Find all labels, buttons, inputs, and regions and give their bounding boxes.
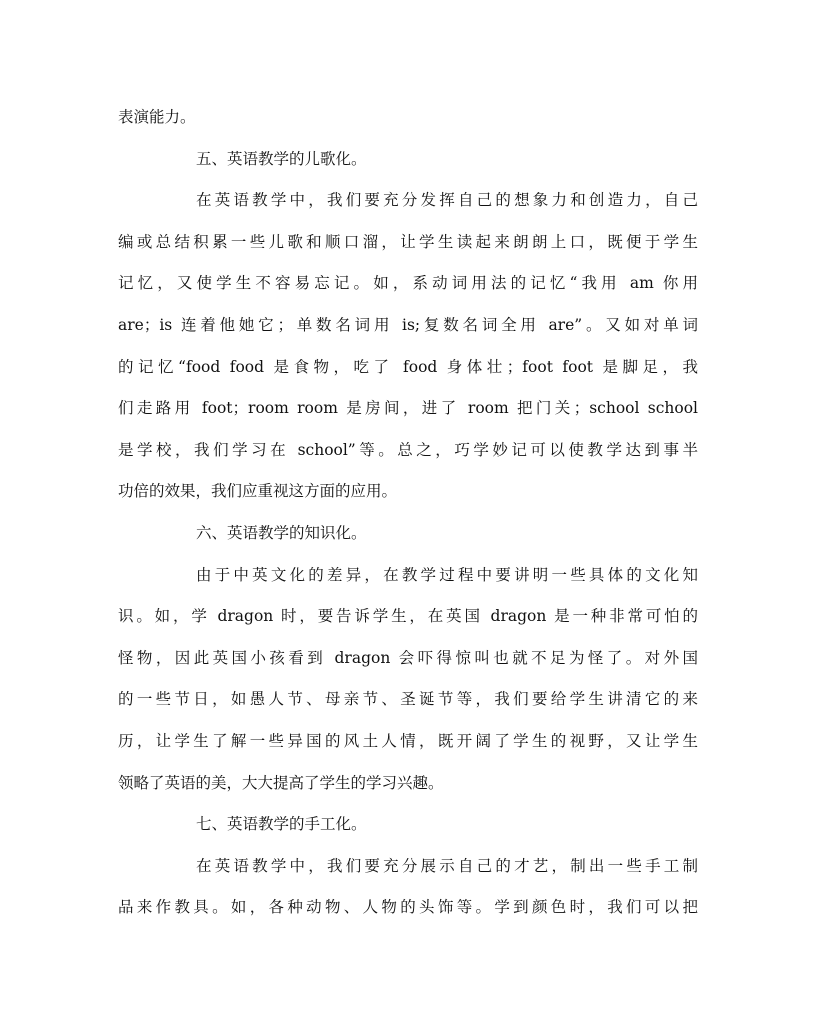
line-14: 怪物，因此英国小孩看到 dragon 会吓得惊叫也就不足为怪了。对外国 bbox=[118, 648, 698, 667]
line-8: 们走路用 foot；room room 是房间，进了 room 把门关；school school bbox=[118, 399, 698, 418]
line-13: 识。如，学 dragon 时，要告诉学生，在英国 dragon 是一种非常可怕的 bbox=[118, 607, 698, 626]
heading-6: 六、英语教学的知识化。 bbox=[196, 523, 367, 542]
line-1: 表演能力。 bbox=[118, 108, 196, 126]
line-5: 记忆，又使学生不容易忘记。如，系动词用法的记忆“我用 am 你用 bbox=[118, 274, 698, 293]
line-20: 品来作教具。如，各种动物、人物的头饰等。学到颜色时，我们可以把 bbox=[118, 898, 698, 917]
line-6: are；is 连着他她它；单数名词用 is;复数名词全用 are”。又如对单词 bbox=[118, 315, 698, 334]
line-9: 是学校，我们学习在 school”等。总之，巧学妙记可以使教学达到事半 bbox=[118, 440, 698, 459]
heading-7: 七、英语教学的手工化。 bbox=[196, 815, 367, 834]
line-12: 由于中英文化的差异，在教学过程中要讲明一些具体的文化知 bbox=[196, 565, 698, 584]
line-19: 在英语教学中，我们要充分展示自己的才艺，制出一些手工制 bbox=[196, 856, 698, 875]
line-3: 在英语教学中，我们要充分发挥自己的想象力和创造力，自己 bbox=[196, 191, 698, 210]
line-16: 历，让学生了解一些异国的风土人情，既开阔了学生的视野，又让学生 bbox=[118, 731, 698, 750]
line-10: 功倍的效果，我们应重视这方面的应用。 bbox=[118, 482, 398, 501]
line-7: 的记忆“food food 是食物，吃了 food 身体壮；foot foot 是脚足，我 bbox=[118, 357, 698, 376]
line-4: 编或总结积累一些儿歌和顺口溜，让学生读起来朗朗上口，既便于学生 bbox=[118, 232, 698, 251]
line-17: 领略了英语的美，大大提高了学生的学习兴趣。 bbox=[118, 773, 444, 792]
heading-5: 五、英语教学的儿歌化。 bbox=[196, 149, 367, 168]
line-15: 的一些节日，如愚人节、母亲节、圣诞节等，我们要给学生讲清它的来 bbox=[118, 690, 698, 709]
document-page bbox=[118, 97, 698, 929]
